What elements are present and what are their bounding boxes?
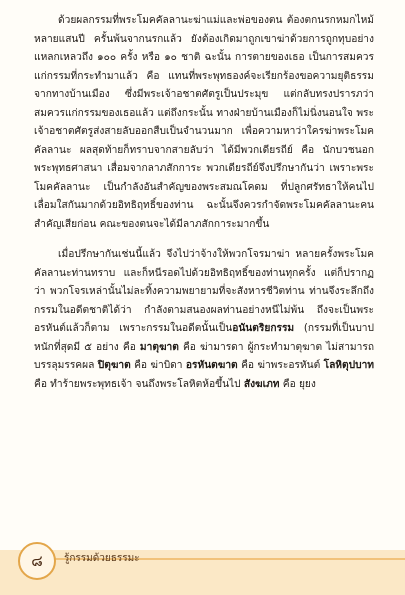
text-segment: คือ ฆ่ามารดา ผู้กระทำมาตุฆาต ไม่สามารถบรรลุมรรคผล bbox=[34, 341, 374, 371]
text-segment: คือ ทำร้ายพระพุทธเจ้า จนถึงพระโลหิตห้อขึ้นไป bbox=[34, 378, 244, 390]
bold-term: สังฆเภท bbox=[243, 378, 280, 390]
bold-term: โลหิตุปบาท bbox=[323, 360, 375, 371]
paragraph-1 bbox=[34, 12, 374, 234]
text-segment: คือ ฆ่าบิดา bbox=[130, 360, 186, 371]
paragraph-2 bbox=[34, 246, 374, 394]
footer-band bbox=[0, 550, 405, 595]
page-number: ๘ bbox=[31, 552, 43, 570]
bold-term: ปิตุฆาต bbox=[97, 360, 131, 371]
text-segment: คือ ฆ่าพระอรหันต์ bbox=[237, 360, 324, 371]
text-segment: คือ ยุยง bbox=[279, 378, 316, 390]
text-segment: ด้วยผลกรรมที่พระโมคคัลลานะฆ่าแม่และพ่อของตน ต้องตกนรกหมกไหม้หลายแสนปี ครั้นพ้นจากนรกแล้ว ยังต้องเกิดมาถูกเขาฆ่าด้วยการถูกทุบอย่างแหลกเหลวถึง ๑๐๐ ครั้ง หรือ ๑๐ ชาติ ฉะนั้น การตายของเธอ เป็นการสมควรแก่กรรมที่กระทำมาแล้ว คือ แทนที่พระพุทธองค์จะเรียกร้องขอความยุติธรรมจากทางบ้านเมือง ซึ่งมีพระเจ้าอชาตศัตรูเป็นประมุข แต่กลับทรงปรารภว่า สมควรแก่กรรมของเธอแล้ว แต่ถึงกระนั้น ทางฝ่ายบ้านเมืองก็ไม่นิ่งนอนใจ พระเจ้าอชาตศัตรูส่งสายลับออกสืบเป็นจำนวนมาก เพื่อความหาว่าใครฆ่าพระโมคคัลลานะ ผลสุดท้ายก็ทราบจากสายลับว่า ได้มีพวกเดียรถีย์ คือ นักบวชนอกพระพุทธศาสนา เสื่อมจากลาภสักการะ พวกเดียรถีย์จึงปรึกษากันว่า เพราะพระโมคคัลลานะ เป็นกำลังอันสำคัญของพระสมณโคดม ที่ปลูกศรัทธาให้คนไปเลื่อมใสกันมากด้วยอิทธิฤทธิ์ของท่าน ฉะนั้นจึงควรกำจัดพระโมคคัลลานะคนสำคัญเสียก่อน คณะของตนจะได้มีลาภสักการะมากขึ้น bbox=[34, 15, 374, 230]
bold-term: อรหันตฆาต bbox=[185, 360, 238, 371]
text-segment: เมื่อปรึกษากันเช่นนี้แล้ว จึงไปว่าจ้างให้พวกโจรมาฆ่า หลายครั้งพระโมคคัลลานะท่านทราบ และก็หนีรอดไปด้วยอิทธิฤทธิ์ของท่านทุกครั้ง แต่ก็ปรากฏว่า พวกโจรเหล่านั้นไม่ละทิ้งความพยายามที่จะสังหารชีวิตท่าน ท่านจึงระลึกถึงกรรมในอดีตชาติได้ว่า กำลังตามสนองผลท่านอย่างหนีไม่พ้น ถึงจะเป็นพระอรหันต์แล้วก็ตาม เพราะกรรมในอดีตนั้นเป็น bbox=[34, 249, 374, 334]
text-segment: (กรรมที่เป็นบาปหนักที่สุดมี ๕ อย่าง คือ bbox=[34, 323, 374, 353]
bold-term: มาตุฆาต bbox=[139, 341, 179, 353]
body-text bbox=[34, 12, 374, 394]
bold-term: อนันตริยกรรม bbox=[232, 323, 295, 334]
page-number-badge bbox=[18, 542, 56, 580]
book-title: รู้กรรมด้วยธรรมะ bbox=[64, 553, 140, 564]
page-footer bbox=[0, 524, 405, 595]
